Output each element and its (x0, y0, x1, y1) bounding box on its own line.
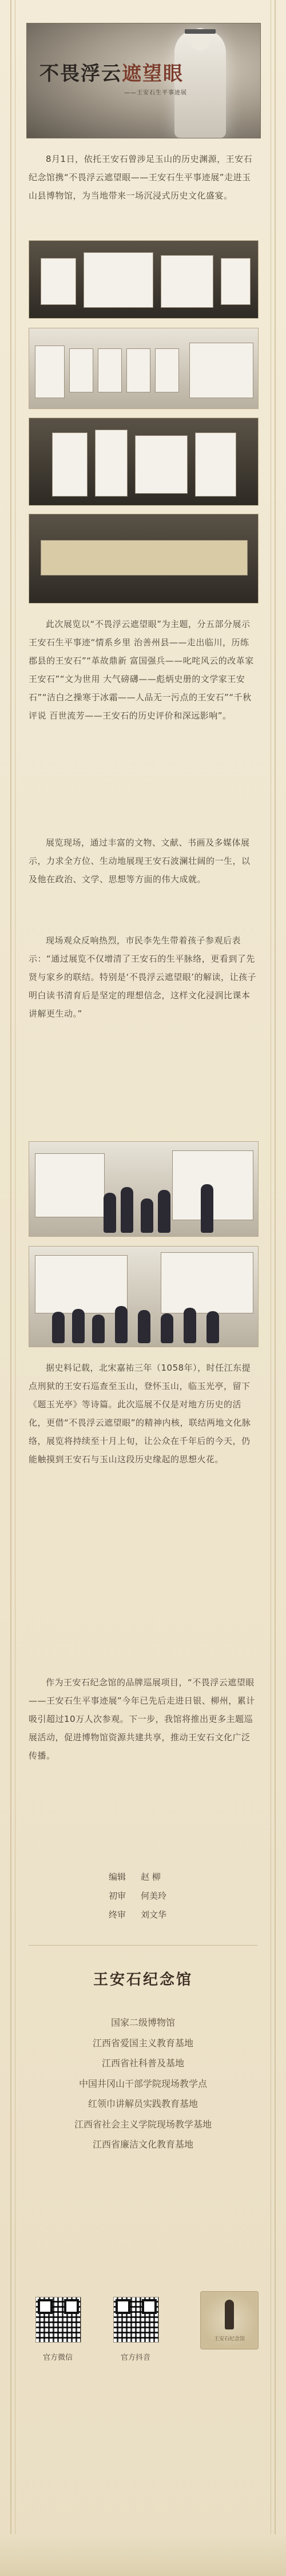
exhibit-panel (221, 258, 251, 305)
visit-paragraph: 展览现场，通过丰富的文物、文献、书画及多媒体展示，力求全方位、生动地展现王安石波澜壮阔的一生，以及他在政治、文学、思想等方面的伟大成就。 (29, 838, 251, 884)
exhibit-panel (135, 435, 188, 494)
visitor-figure (158, 1190, 170, 1233)
visitor-figure (52, 1312, 65, 1343)
credential-item: 江西省社会主义学院现场教学基地 (74, 2118, 212, 2130)
exhibit-photo-2 (29, 328, 259, 409)
exhibit-panel (161, 1252, 253, 1313)
visitor-figure (121, 1187, 133, 1233)
museum-seal-image (200, 2291, 259, 2349)
editor-row (109, 1868, 166, 1887)
history-paragraph: 据史料记载，北宋嘉祐三年（1058年），时任江东提点刑狱的王安石巡查至玉山，登怀玉山，临玉光亭，留下《题玉光亭》等诗篇。此次巡展不仅是对地方历史的活化，更借“不畏浮云遮望眼”的精神内核，联结两地文化脉络，展览将持续至十月上旬，让公众在千年后的今天，仍能触摸到王安石与玉山这段历史缘起的思想火花。 (29, 1363, 251, 1464)
decorative-rail-right (275, 0, 276, 2576)
exhibit-panel (41, 258, 76, 305)
museum-credentials (0, 2013, 286, 2155)
hero-banner (26, 23, 261, 138)
exhibit-panel (98, 348, 122, 392)
editor-credits (109, 1868, 166, 1924)
editor-name: 刘文华 (141, 1910, 167, 1920)
editor-row (109, 1906, 166, 1924)
hero-subtitle: ——王安石生平事迹展 (124, 90, 187, 96)
visitor-figure (161, 1313, 173, 1343)
footer-background (0, 2534, 286, 2576)
douyin-qr-code[interactable] (113, 2297, 159, 2343)
exhibit-panel (126, 348, 150, 392)
seal-figure (225, 2300, 234, 2329)
statue-hat (185, 29, 216, 34)
exhibit-photo-3 (29, 418, 259, 506)
credential-item: 中国井冈山干部学院现场教学点 (78, 2078, 207, 2089)
editor-name: 赵 柳 (141, 1872, 161, 1882)
visitor-figure (115, 1306, 128, 1343)
hero-title-part1: 不畏浮云 (39, 62, 122, 85)
exhibit-photo-4 (29, 514, 259, 604)
exhibit-panel (189, 343, 253, 398)
visitor-photo-1 (29, 1141, 259, 1237)
editor-role: 编辑 (109, 1872, 126, 1882)
editor-row (109, 1887, 166, 1906)
exhibit-panel (195, 432, 236, 497)
exhibit-panel (95, 430, 128, 497)
editor-role: 终审 (109, 1910, 126, 1920)
touring-exhibit-paragraph: 作为王安石纪念馆的品牌巡展项目，“不畏浮云遮望眼——王安石生平事迹展”今年已先后走进日银、柳州，累计吸引超过10万人次参观。下一步，我馆将推出更多主题巡展活动，促进博物馆资源共建共享，推动王安石文化广泛传播。 (29, 1677, 255, 1761)
decorative-rail-left (10, 0, 11, 2576)
visitor-figure (184, 1308, 196, 1343)
credential-item: 江西省爱国主义教育基地 (92, 2037, 193, 2049)
visitor-figure (92, 1315, 105, 1343)
visitor-figure (141, 1198, 153, 1233)
hero-title (39, 58, 184, 86)
exhibit-panel (155, 348, 179, 392)
exhibit-panel (35, 1153, 105, 1217)
exhibit-photo-1 (29, 240, 259, 319)
visitor-figure (104, 1193, 116, 1233)
visitor-quote-paragraph: 现场观众反响热烈，市民李先生带着孩子参观后表示：“通过展览不仅增清了王安石的生平脉络，更看到了先贤与家乡的联结。特别是‘不畏浮云遮望眼’的解读，让孩子明白读书清育后是坚定的理想信念，这样文化浸润比课本讲解更生动。” (29, 935, 257, 1019)
visitor-figure (138, 1310, 150, 1343)
exhibit-panel (35, 1255, 128, 1313)
credential-item: 红领巾讲解员实践教育基地 (88, 2098, 198, 2109)
exhibit-panel (161, 255, 213, 308)
intro-paragraph: 8月1日，依托王安石曾涉足玉山的历史渊源，王安石纪念馆携“不畏浮云遮望眼——王安石生平事迹展”走进玉山县博物馆，为当地带来一场沉浸式历史文化盛宴。 (29, 154, 253, 201)
museum-brand-name: 王安石纪念馆 (93, 1971, 193, 1988)
visitor-figure (206, 1311, 219, 1343)
credential-item: 江西省廉洁文化教育基地 (92, 2139, 193, 2150)
divider (29, 1945, 257, 1946)
wechat-qr-code[interactable] (35, 2297, 81, 2343)
visitor-photo-2 (29, 1246, 259, 1347)
wechat-qr-label: 官方微信 (42, 2353, 73, 2362)
editor-name: 何美玲 (141, 1891, 167, 1901)
exhibit-panel (52, 432, 88, 497)
editor-role: 初审 (109, 1891, 126, 1901)
exhibit-panel (69, 348, 93, 392)
exhibit-panel (35, 346, 65, 398)
exhibit-panel (84, 252, 153, 308)
douyin-qr-label: 官方抖音 (120, 2353, 150, 2362)
hero-title-part2: 遮望眼 (122, 62, 184, 85)
exhibit-sections-paragraph: 此次展览以“不畏浮云遮望眼”为主题，分五部分展示王安石生平事迹“情系乡里 治善州县——走出临川，历练郡县的王安石”“革故鼎新 富国强兵——叱咤风云的改革家王安石”“文为世用 大气磅礴——彪炳史册的文学家王安石”“洁白之操寒于冰霜——人品无一污点的王安石”“千秋评说 百世流芳——王安石的历史评价和深远影响”。 (29, 619, 254, 721)
credential-item: 江西省社科普及基地 (101, 2058, 184, 2069)
credential-item: 国家二级博物馆 (110, 2017, 175, 2028)
visitor-figure (72, 1309, 85, 1343)
calligraphy-scroll (41, 540, 248, 575)
seal-text: 王安石纪念馆 (213, 2336, 245, 2342)
visitor-figure (201, 1184, 213, 1233)
